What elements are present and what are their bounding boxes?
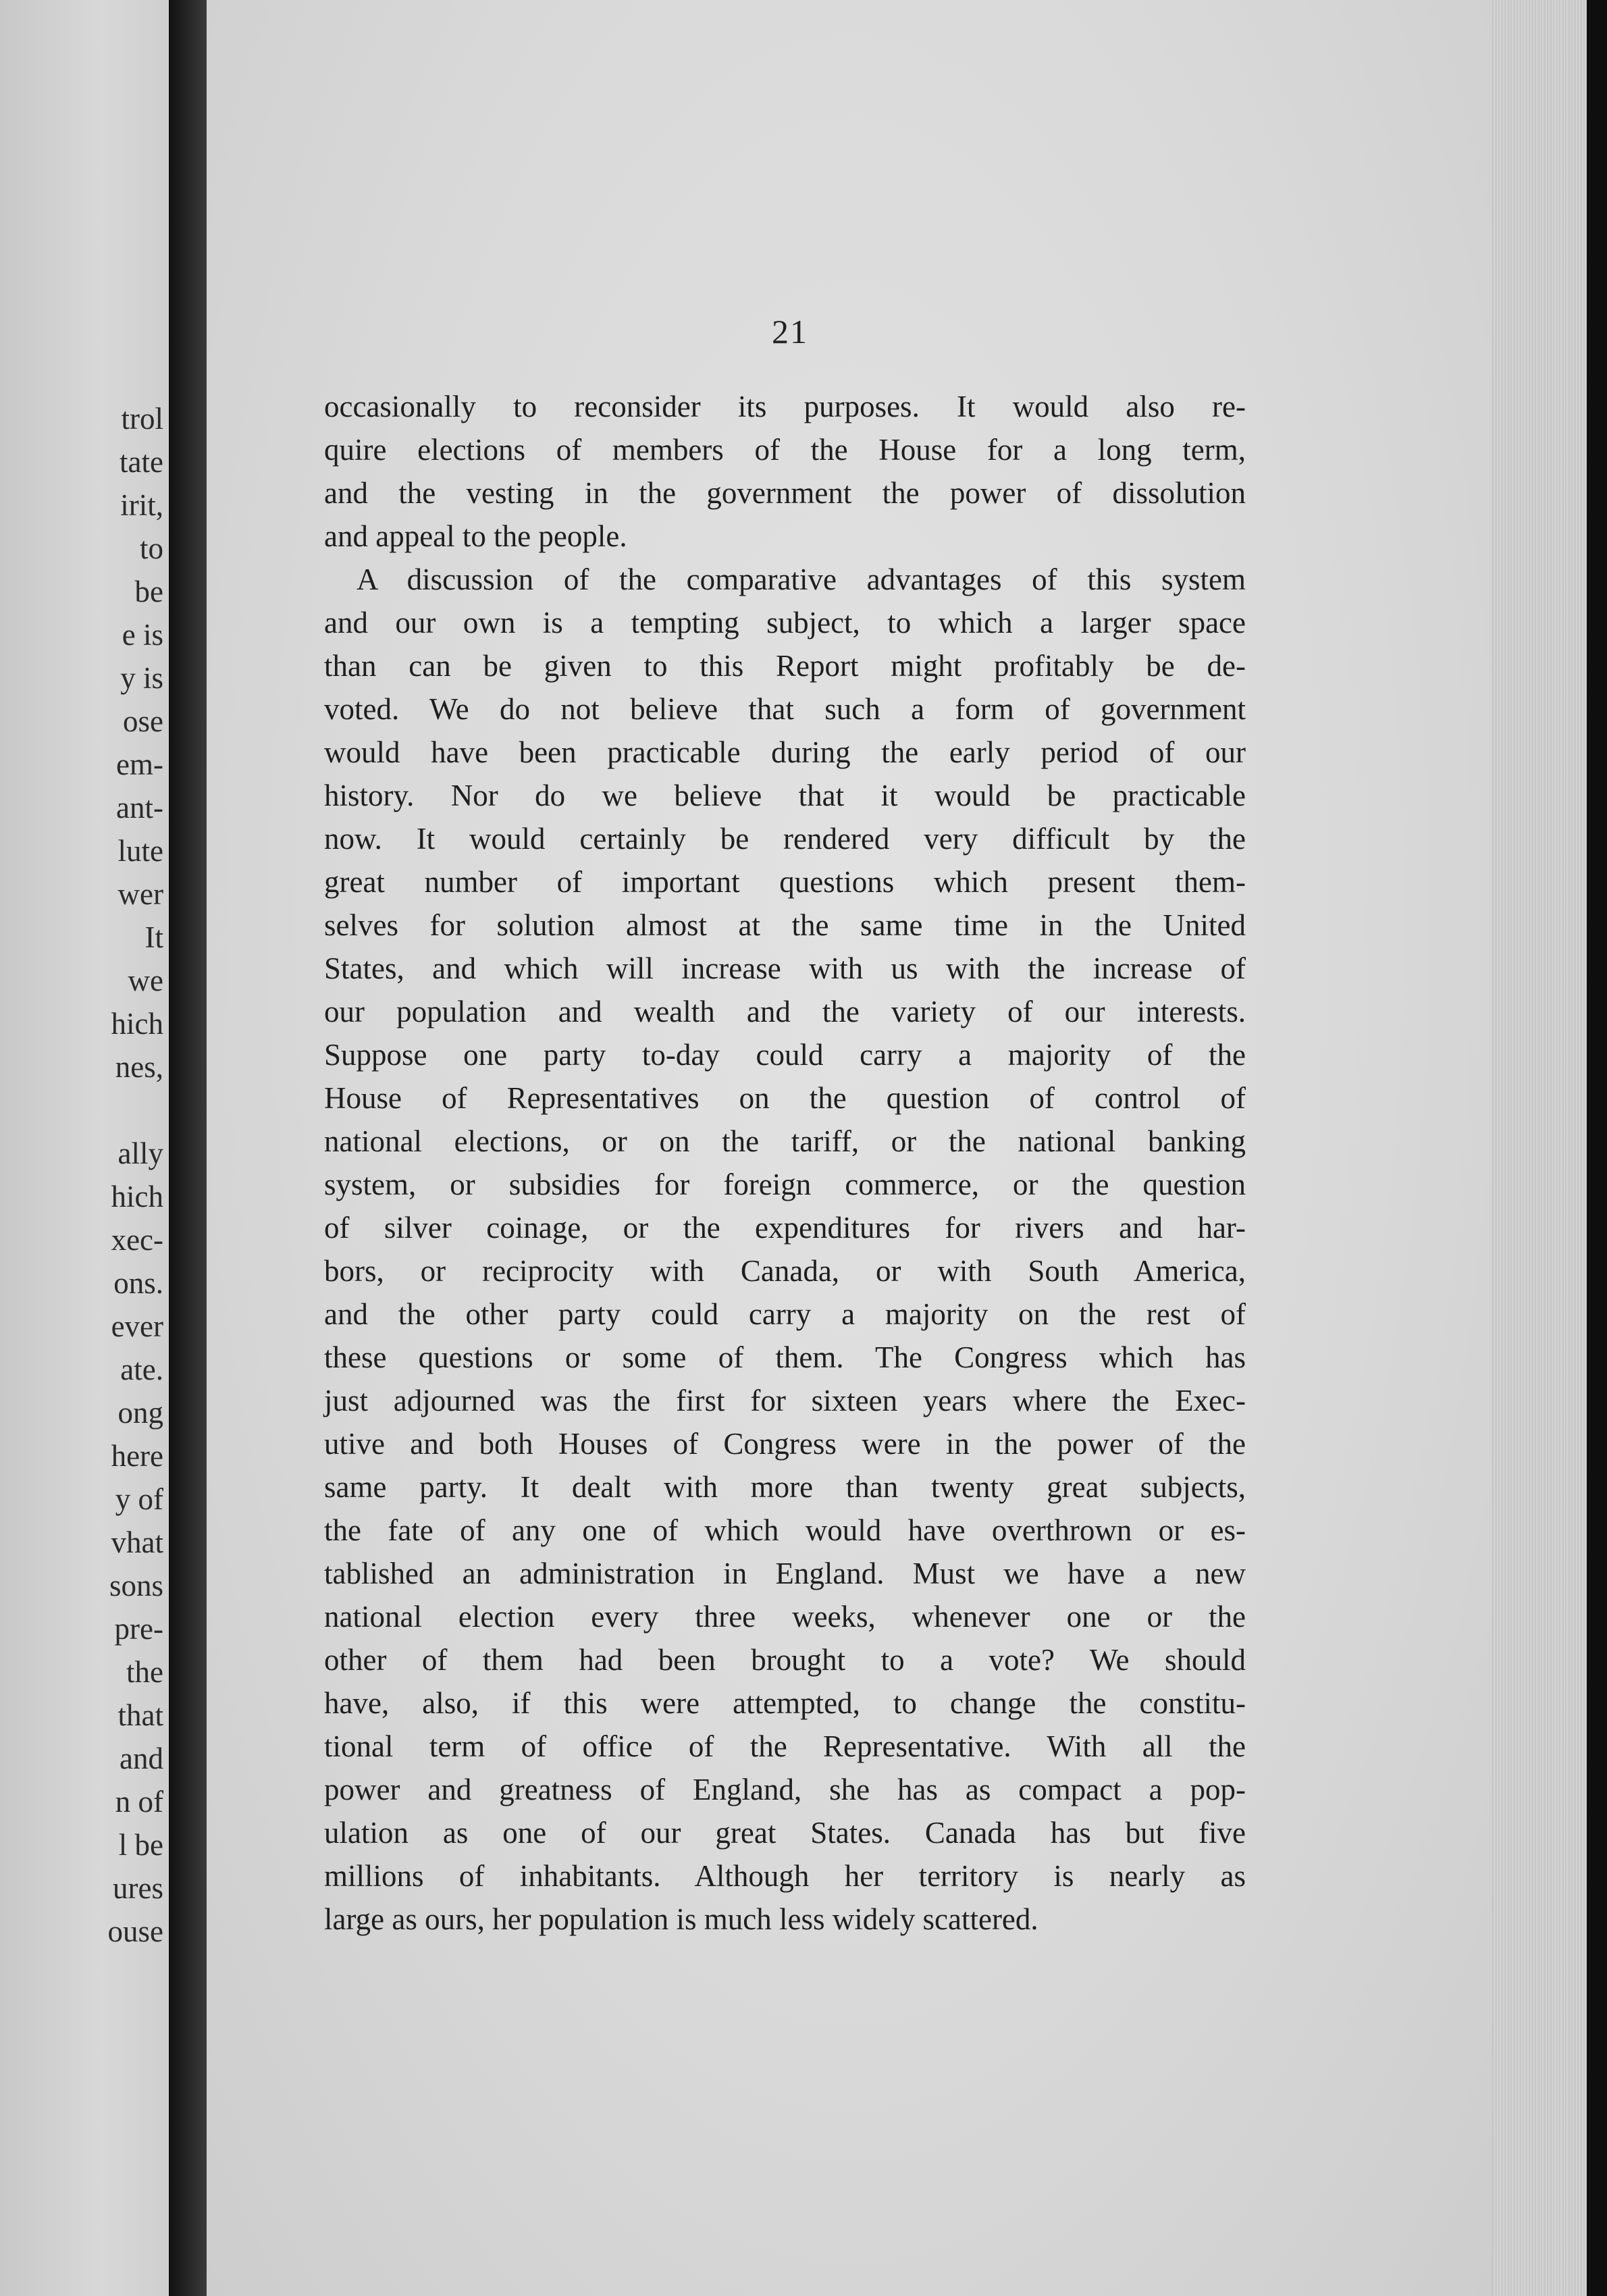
fragment-line: hich: [111, 1180, 163, 1214]
text-line: the fate of any one of which would have overthrown or es-: [324, 1513, 1246, 1547]
text-line: selves for solution almost at the same time in the United: [324, 908, 1246, 942]
fragment-line: y of: [115, 1482, 163, 1516]
fragment-line: ant-: [116, 791, 163, 825]
text-line: quire elections of members of the House for a long term,: [324, 433, 1246, 467]
text-line: and the other party could carry a majority on the rest of: [324, 1297, 1246, 1331]
text-line: large as ours, her population is much less widely scattered.: [324, 1902, 1038, 1936]
fragment-line: ong: [117, 1396, 163, 1430]
fragment-line: ally: [117, 1137, 163, 1170]
fragment-line: irit,: [120, 488, 163, 522]
previous-page-edge: [0, 0, 169, 2296]
text-line: and our own is a tempting subject, to which a larger space: [324, 606, 1246, 640]
fragment-line: the: [126, 1655, 163, 1689]
text-line: power and greatness of England, she has as compact a pop-: [324, 1773, 1246, 1806]
text-line: bors, or reciprocity with Canada, or with South America,: [324, 1254, 1246, 1288]
text-line: would have been practicable during the early period of our: [324, 735, 1246, 769]
fragment-line: here: [111, 1439, 163, 1473]
scan-border: [1587, 0, 1607, 2296]
text-line: national election every three weeks, whenever one or the: [324, 1600, 1246, 1634]
text-line: Suppose one party to-day could carry a majority of the: [324, 1038, 1246, 1072]
fragment-line: em-: [116, 748, 163, 781]
text-line: States, and which will increase with us with the increase of: [324, 951, 1246, 985]
text-line: of silver coinage, or the expenditures for rivers and har-: [324, 1211, 1246, 1245]
body-text: [324, 385, 1246, 1941]
paragraph-1: [324, 385, 1246, 558]
previous-page-text-fragments: [108, 397, 164, 1953]
fragment-line: ose: [123, 704, 163, 738]
fragment-line: xec-: [111, 1223, 163, 1257]
text-line: ulation as one of our great States. Canada has but five: [324, 1816, 1246, 1850]
fragment-line: It: [144, 920, 163, 954]
text-line: same party. It dealt with more than twenty great subjects,: [324, 1470, 1246, 1504]
text-line: have, also, if this were attempted, to change the constitu-: [324, 1686, 1246, 1720]
fragment-line: ouse: [107, 1914, 163, 1948]
text-line: now. It would certainly be rendered very difficult by the: [324, 822, 1246, 856]
text-line: voted. We do not believe that such a form of government: [324, 692, 1246, 726]
text-line: occasionally to reconsider its purposes. It would also re-: [324, 390, 1246, 423]
text-line: than can be given to this Report might profitably be de-: [324, 649, 1246, 683]
text-line: just adjourned was the first for sixteen years where the Exec-: [324, 1384, 1246, 1417]
fragment-line: to: [139, 531, 163, 565]
binding-gutter: [169, 0, 207, 2296]
page-number: 21: [772, 313, 808, 350]
fragment-line: pre-: [114, 1612, 163, 1646]
text-line: system, or subsidies for foreign commerce, or the question: [324, 1168, 1246, 1201]
fragment-line: vhat: [111, 1525, 163, 1559]
fragment-line: y is: [120, 661, 163, 695]
text-line: and appeal to the people.: [324, 519, 627, 553]
fragment-line: l be: [118, 1828, 163, 1862]
fragment-line: wer: [117, 877, 163, 911]
text-line: tablished an administration in England. Must we have a new: [324, 1557, 1246, 1590]
text-line: history. Nor do we believe that it would be practicable: [324, 779, 1246, 812]
text-line: A discussion of the comparative advantages of this system: [357, 563, 1246, 596]
text-line: and the vesting in the government the power of dissolution: [324, 476, 1246, 510]
fragment-line: nes,: [115, 1050, 163, 1084]
text-line: our population and wealth and the variety of our interests.: [324, 995, 1246, 1028]
fragment-line: trol: [121, 402, 163, 436]
paragraph-2: [324, 558, 1246, 1941]
fragment-line: tate: [120, 445, 163, 479]
fragment-line: we: [128, 964, 163, 997]
fragment-line: [108, 1089, 164, 1132]
text-line: utive and both Houses of Congress were in the power of the: [324, 1427, 1246, 1461]
fragment-line: e is: [122, 618, 163, 652]
fragment-line: ons.: [113, 1266, 163, 1300]
fragment-line: and: [120, 1742, 163, 1775]
page-edges-stack: [1492, 0, 1587, 2296]
fragment-line: ate.: [120, 1353, 163, 1386]
text-line: millions of inhabitants. Although her territory is nearly as: [324, 1859, 1246, 1893]
text-line: these questions or some of them. The Congress which has: [324, 1340, 1246, 1374]
fragment-line: be: [134, 575, 163, 608]
fragment-line: hich: [111, 1007, 163, 1041]
text-line: great number of important questions which present them-: [324, 865, 1246, 899]
fragment-line: that: [117, 1698, 163, 1732]
text-line: House of Representatives on the question of control of: [324, 1081, 1246, 1115]
text-line: other of them had been brought to a vote? We should: [324, 1643, 1246, 1677]
text-line: national elections, or on the tariff, or the national banking: [324, 1124, 1246, 1158]
fragment-line: lute: [117, 834, 163, 868]
fragment-line: ever: [111, 1309, 163, 1343]
text-line: tional term of office of the Representative. With all the: [324, 1729, 1246, 1763]
fragment-line: n of: [115, 1785, 163, 1819]
fragment-line: ures: [113, 1871, 163, 1905]
fragment-line: sons: [109, 1569, 163, 1602]
